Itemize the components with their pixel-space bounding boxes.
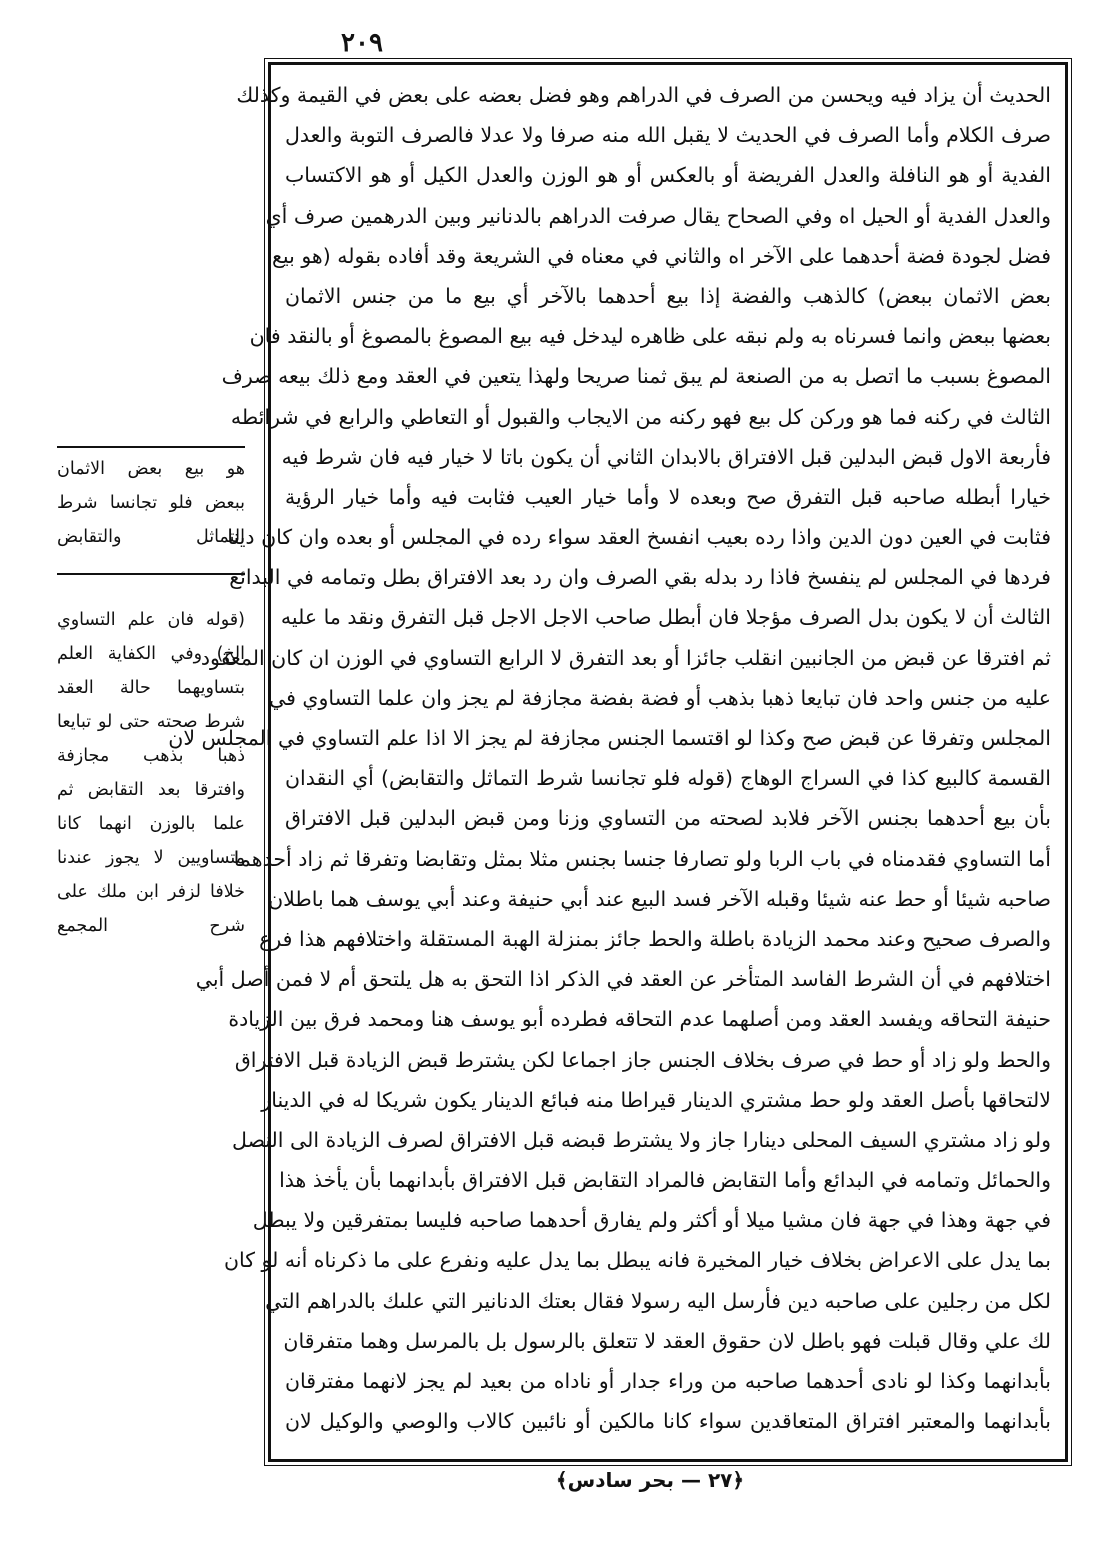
main-text-line: صرف الكلام وأما الصرف في الحديث لا يقبل الله منه صرفا ولا عدلا فالصرف التوبة والعدل: [285, 123, 1051, 148]
margin-note-2-line: الخ) وفي الكفاية العلم: [57, 644, 245, 664]
main-text-line: اختلافهم في أن الشرط الفاسد المتأخر عن العقد في الذكر اذا التحق به هل يلتحق أم لا فمن أصل أبي: [195, 967, 1051, 992]
main-text-line: الحديث أن يزاد فيه ويحسن من الصرف في الدراهم وهو فضل بعضه على بعض في القيمة وكذلك: [236, 83, 1051, 107]
margin-note-2-line: متساويين لا يجوز عندنا: [57, 848, 245, 868]
main-text-line: المصوغ بسبب ما اتصل به من الصنعة لم يبق ثمنا صريحا ولهذا يتعين في العقد ومع ذلك بيعه صرف: [221, 364, 1051, 389]
main-text-line: فأربعة الاول قبض البدلين قبل الافتراق بالابدان الثاني أن يكون باتا لا خيار فيه فان شرط فيه: [281, 444, 1051, 469]
main-text-line: ولو زاد مشتري السيف المحلى دينارا جاز ولا يشترط قبضه قبل الافتراق لصرف الزيادة الى النصل: [232, 1127, 1051, 1152]
main-text-line: فثابت في العين دون الدين واذا رده بعيب انفسخ العقد سواء رده في المجلس أو بعده وان كان دينا: [227, 525, 1051, 550]
main-text-line: فردها في المجلس لم ينفسخ فاذا رد بدله بقي الصرف وان رد بعد الافتراق بطل وتمامه في البدائع: [229, 565, 1051, 590]
main-text-line: الثالث أن لا يكون بدل الصرف مؤجلا فان أبطل صاحب الاجل الاجل قبل التفرق ونقد ما عليه: [280, 605, 1051, 630]
margin-note-2-line: شرط صحته حتى لو تبايعا: [57, 712, 245, 732]
main-text-line: والحط ولو زاد أو حط في صرف بخلاف الجنس جاز اجماعا لكن يشترط قبض الزيادة قبل الافتراق: [234, 1047, 1051, 1072]
main-text-line: بما يدل على الاعراض بخلاف خيار المخيرة فانه يبطل بما يدل عليه ونفرع على ما ذكرناه أنه لو كان: [223, 1248, 1051, 1273]
page-number: ٢٠٩: [341, 28, 383, 58]
main-text-line: صاحبه شيئا أو حط عنه شيئا وقبله الآخر فسد البيع عند أبي حنيفة وعند أبي يوسف هما باطلان: [268, 886, 1051, 911]
main-text-line: الفدية أو هو النافلة والعدل الفريضة أو بالعكس أو هو الوزن والعدل الكيل أو هو الاكتساب: [285, 163, 1051, 188]
margin-note-2-line: بتساويهما حالة العقد: [57, 678, 245, 698]
page-footer: ﴿٢٧ — بحر سادس﴾: [555, 1468, 745, 1492]
main-text-line: بأبدانهما والمعتبر افتراق المتعاقدين سواء كانا مالكين أو نائبين كالاب والوصي والوكيل لان: [285, 1409, 1051, 1434]
main-text-line: المجلس وتفرقا عن قبض صح وكذا لو اقتسما الجنس مجازفة لم يجز الا اذا علم التساوي في المجلس لان: [168, 726, 1051, 750]
main-text-line: لكل من رجلين على صاحبه دين فأرسل اليه رسولا فقال بعتك الدنانير التي علىك بالدراهم التي: [265, 1288, 1051, 1313]
margin-note-2: [57, 603, 245, 943]
main-text-line: أما التساوي فقدمناه في باب الربا ولو تصارفا جنسا بجنس مثلا بمثل وتقابضا وتفرقا ثم زاد أحدهما: [233, 846, 1051, 871]
margin-note-1-line: هو بيع بعض الاثمان: [57, 459, 245, 479]
main-text-line: في جهة وهذا في جهة فان مشيا ميلا أو أكثر ولم يفارق أحدهما صاحبه فليسا بمتفرقين ولا يبطل: [252, 1208, 1051, 1233]
margin-note-2-line: شرح المجمع: [57, 916, 245, 936]
margin-note-2-line: علما بالوزن انهما كانا: [57, 814, 245, 834]
main-text-line: فضل لجودة فضة أحدهما على الآخر اه والثاني في معناه في الشريعة وقد أفاده بقوله (هو بيع: [272, 243, 1051, 268]
main-text-line: والصرف صحيح وعند محمد الزيادة باطلة والحط جائز بمنزلة الهبة المستقلة واختلافهم هذا فرع: [259, 926, 1051, 951]
main-text-line: القسمة كالبيع كذا في السراج الوهاج (قوله فلو تجانسا شرط التماثل والتقابض) أي النقدان: [285, 766, 1051, 791]
main-text-line: الثالث في ركنه فما هو وركن كل بيع فهو ركنه من الايجاب والقبول أو التعاطي والرابع في شرائطه: [230, 404, 1051, 429]
main-text-line: والعدل الفدية أو الحيل اه وفي الصحاح يقال صرفت الدراهم بالدنانير وبين الدرهمين صرف أي: [265, 203, 1051, 228]
main-text-frame: [168, 62, 1068, 1462]
main-text-line: خيارا أبطله صاحبه قبل التفرق صح وبعده لا وأما خيار العيب فثابت فيه وأما خيار الرؤية: [285, 484, 1051, 509]
margin-note-2-line: خلافا لزفر ابن ملك على: [57, 882, 245, 902]
margin-note-2-line: وافترقا بعد التقابض ثم: [57, 780, 245, 800]
main-text-line: لك علي وقال قبلت فهو باطل لان حقوق العقد لا تتعلق بالرسول بل بالمرسل وهما متفرقان: [283, 1328, 1051, 1353]
margin-note-1: [57, 452, 245, 554]
main-text-line: بأن بيع أحدهما بجنس الآخر فلابد لصحته من التساوي وزنا ومن قبض البدلين قبل الافتراق: [285, 806, 1051, 831]
margin-note-2-line: ذهبا بذهب مجازفة: [57, 746, 245, 766]
main-text-line: عليه من جنس واحد فان تبايعا ذهبا بذهب أو فضة بفضة مجازفة لم يجز وان علما التساوي في: [269, 685, 1051, 710]
main-text-line: حنيفة التحاقه ويفسد العقد ومن أصلهما عدم التحاقه فطرده أبو يوسف هنا ومحمد فرق بين الزيادة: [228, 1007, 1051, 1032]
margin-note-2-line: (قوله فان علم التساوي: [57, 610, 245, 630]
margin-rule-middle: [57, 573, 245, 575]
main-text-line: ثم افترقا عن قبض من الجانبين انقلب جائزا أو بعد التفرق لا الرابع التساوي في الوزن ان كان المعقود: [200, 645, 1051, 670]
margin-note-1-line: ببعض فلو تجانسا شرط: [57, 493, 245, 513]
main-text-line: بأبدانهما وكذا لو نادى أحدهما صاحبه من وراء جدار أو ناداه من بعيد لم يجز لانهما مفترقان: [285, 1369, 1051, 1393]
main-text-line: بعضها ببعض وانما فسرناه به ولم نبقه على ظاهره ليدخل فيه بيع المصوغ بالمصوغ أو بالنقد فان: [249, 324, 1051, 349]
margin-rule-top: [57, 446, 245, 448]
margin-note-1-line: التماثل والتقابض: [57, 527, 245, 547]
main-text-line: لالتحاقها بأصل العقد ولو حط مشتري الدينار قيراطا منه فبائع الدينار يكون شريكا له في الدينار: [261, 1087, 1051, 1112]
main-text-line: والحمائل وتمامه في البدائع وأما التقابض فالمراد التقابض قبل الافتراق بأبدانهما بأن يأخذ هذا: [279, 1168, 1051, 1193]
main-text-line: بعض الاثمان ببعض) كالذهب والفضة إذا بيع أحدهما بالآخر أي بيع ما من جنس الاثمان: [285, 283, 1051, 308]
